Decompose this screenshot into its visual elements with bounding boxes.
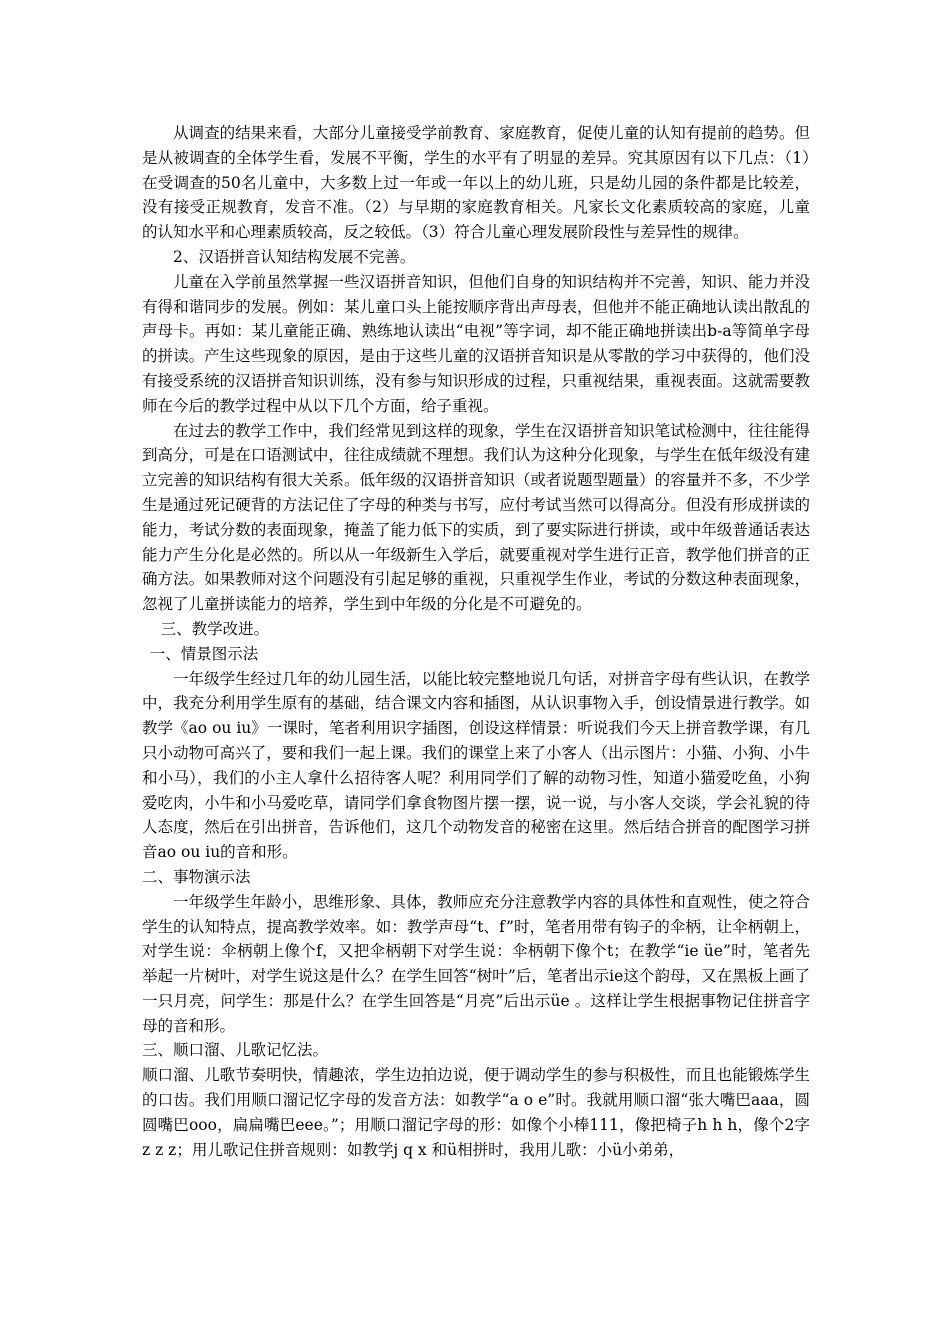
paragraph-scenario-method: 一年级学生经过几年的幼儿园生活，以能比较完整地说几句话，对拼音字母有些认识，在教学中，我充分利用学生原有的基础，结合课文内容和插图，从认识事物入手，创设情景进行教学。如教学《ao ou iu》一课时，笔者利用识字插图，创设这样情景：听说我们今天上拼音教学课，有几只小动物可高兴了，要和我们一起上课。我们的课堂上来了小客人（出示图片：小猫、小狗、小牛和小马），我们的小主人拿什么招待客人呢？利用同学们了解的动物习性，知道小猫爱吃鱼，小狗爱吃肉，小牛和小马爱吃草，请同学们拿食物图片摆一摆，说一说，与小客人交谈，学会礼貌的待人态度，然后在引出拼音，告诉他们，这几个动物发音的秘密在这里。然后结合拼音的配图学习拼音ao ou iu的音和形。 <box>142 669 810 862</box>
paragraph-rhyme-method: 顺口溜、儿歌节奏明快，情趣浓，学生边拍边说，便于调动学生的参与积极性，而且也能锻炼学生的口齿。我们用顺口溜记忆字母的发音方法：如教学“a o e”时。我就用顺口溜“张大嘴巴aaa，圆圆嘴巴ooo，扁扁嘴巴eee。”；用顺口溜记字母的形：如像个小棒111，像把椅子h h h，像个2字z z z；用儿歌记住拼音规则：如教学j q x 和ü相拼时，我用儿歌：小ü小弟弟， <box>142 1066 810 1159</box>
paragraph-survey-results: 从调查的结果来看，大部分儿童接受学前教育、家庭教育，促使儿童的认知有提前的趋势。但是从被调查的全体学生看，发展不平衡，学生的水平有了明显的差异。究其原因有以下几点：（1）在受调查的50名儿童中，大多数上过一年或一年以上的幼儿班，只是幼儿园的条件都是比较差，没有接受正规教育，发音不准。（2）与早期的家庭教育相关。凡家长文化素质较高的家庭，儿童的认知水平和心理素质较高，反之较低。（3）符合儿童心理发展阶段性与差异性的规律。 <box>142 124 810 242</box>
document-page <box>142 121 810 1162</box>
paragraph-demonstration-method: 一年级学生年龄小，思维形象、具体，教师应充分注意教学内容的具体性和直观性，使之符合学生的认知特点，提高教学效率。如：教学声母“t、f”时，笔者用带有钩子的伞柄，让伞柄朝上，对学生说：伞柄朝上像个f，又把伞柄朝下对学生说：伞柄朝下像个t；在教学“ie üe”时，笔者先举起一片树叶，对学生说这是什么？在学生回答“树叶”后，笔者出示ie这个韵母，又在黑板上画了一只月亮，问学生：那是什么？在学生回答是“月亮”后出示üe 。这样让学生根据事物记住拼音字母的音和形。 <box>142 892 810 1035</box>
paragraph-knowledge-structure: 儿童在入学前虽然掌握一些汉语拼音知识，但他们自身的知识结构并不完善，知识、能力并没有得和谐同步的发展。例如：某儿童口头上能按顺序背出声母表，但他并不能正确地认读出散乱的声母卡。再如：某儿童能正确、熟练地认读出“电视”等字词，却不能正确地拼读出b-a等简单字母的拼读。产生这些现象的原因，是由于这些儿童的汉语拼音知识是从零散的学习中获得的，他们没有接受系统的汉语拼音知识训练，没有参与知识形成的过程，只重视结果，重视表面。这就需要教师在今后的教学过程中从以下几个方面，给子重视。 <box>142 272 810 415</box>
paragraph-past-teaching: 在过去的教学工作中，我们经常见到这样的现象，学生在汉语拼音知识笔试检测中，往往能得到高分，可是在口语测试中，往往成绩就不理想。我们认为这种分化现象，与学生在低年级没有建立完善的知识结构有很大关系。低年级的汉语拼音知识（或者说题型题量）的容量并不多，不少学生是通过死记硬背的方法记住了字母的种类与书写，应付考试当然可以得高分。但没有形成拼读的能力，考试分数的表面现象，掩盖了能力低下的实质，到了要实际进行拼读，或中年级普通话表达能力产生分化是必然的。所以从一年级新生入学后，就要重视对学生进行正音，教学他们拼音的正确方法。如果教师对这个问题没有引起足够的重视，只重视学生作业，考试的分数这种表面现象，忽视了儿童拼读能力的培养，学生到中年级的分化是不可避免的。 <box>142 421 810 614</box>
heading-scenario-method: 一、情景图示法 <box>149 644 259 663</box>
heading-rhyme-method: 三、顺口溜、儿歌记忆法。 <box>142 1041 329 1060</box>
heading-demonstration-method: 二、事物演示法 <box>142 867 251 886</box>
heading-teaching-improvement: 三、教学改进。 <box>160 619 270 638</box>
heading-pinyin-structure: 2、汉语拼音认知结构发展不完善。 <box>173 247 416 266</box>
